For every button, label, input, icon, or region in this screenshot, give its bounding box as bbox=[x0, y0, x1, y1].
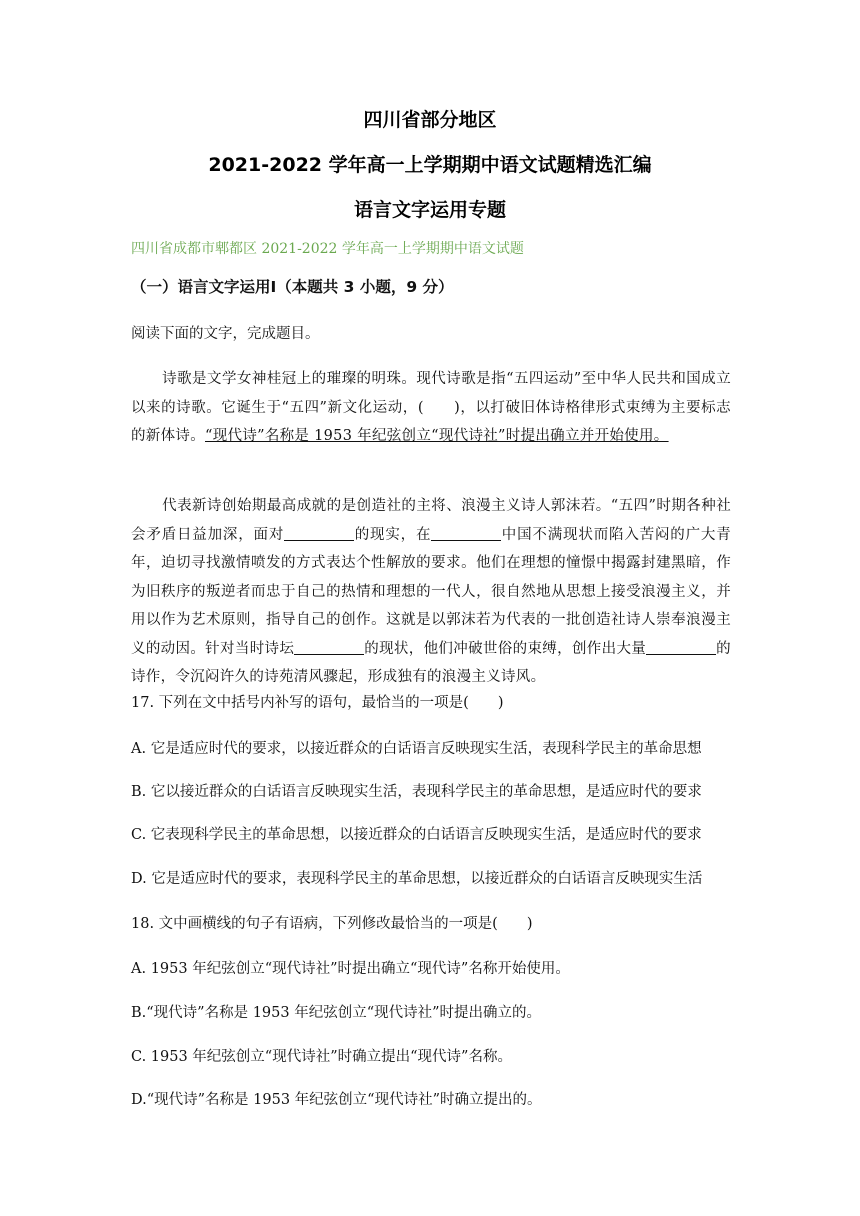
question-17-option-c: C. 它表现科学民主的革命思想，以接近群众的白话语言反映现实生活，是适应时代的要求 bbox=[131, 827, 702, 843]
fill-blank-2 bbox=[431, 526, 501, 541]
passage-text: 代表新诗创始期最高成就的是创造社的主将、浪漫主义诗人郭沫若。“五四”时期各种社会矛盾日益加深，面对 bbox=[131, 498, 731, 543]
title-topic: 语言文字运用专题 bbox=[353, 199, 506, 221]
fill-blank-1 bbox=[284, 526, 354, 541]
passage-text: 的现状，他们冲破世俗的束缚，创作出大量 bbox=[364, 640, 647, 657]
underlined-sentence: “现代诗”名称是 1953 年纪弦创立“现代诗社”时提出确立并开始使用。 bbox=[205, 428, 669, 444]
title-exam: 2021-2022 学年高一上学期期中语文试题精选汇编 bbox=[208, 154, 652, 176]
question-18-stem: 18. 文中画横线的句子有语病，下列修改最恰当的一项是( ) bbox=[131, 916, 533, 932]
source-line: 四川省成都市郫都区 2021-2022 学年高一上学期期中语文试题 bbox=[131, 241, 524, 257]
fill-blank-4 bbox=[646, 640, 716, 655]
question-18-option-b: B.“现代诗”名称是 1953 年纪弦创立“现代诗社”时提出确立的。 bbox=[131, 1005, 542, 1021]
question-18-option-a: A. 1953 年纪弦创立“现代诗社”时提出确立“现代诗”名称开始使用。 bbox=[131, 961, 570, 977]
question-18-option-d: D.“现代诗”名称是 1953 年纪弦创立“现代诗社”时确立提出的。 bbox=[131, 1092, 542, 1108]
question-17-option-b: B. 它以接近群众的白话语言反映现实生活，表现科学民主的革命思想，是适应时代的要求 bbox=[131, 784, 702, 800]
passage-text: 的现实，在 bbox=[354, 526, 432, 543]
title-region: 四川省部分地区 bbox=[363, 109, 497, 131]
question-17-option-d: D. 它是适应时代的要求，表现科学民主的革命思想，以接近群众的白话语言反映现实生活 bbox=[131, 871, 703, 887]
question-17-option-a: A. 它是适应时代的要求，以接近群众的白话语言反映现实生活，表现科学民主的革命思想 bbox=[131, 741, 702, 757]
passage-text: 诗歌是文学女神桂冠上的璀璨的明珠。现代诗歌是指“五四运动”至中华人民共和国成立以来的诗歌。它诞生于“五四”新文化运动，( )，以打破旧体诗格律形式束缚为主要标志的新体诗。 bbox=[131, 371, 731, 444]
fill-blank-3 bbox=[294, 640, 364, 655]
instruction: 阅读下面的文字，完成题目。 bbox=[131, 326, 320, 342]
question-18-option-c: C. 1953 年纪弦创立“现代诗社”时确立提出“现代诗”名称。 bbox=[131, 1049, 512, 1065]
passage-paragraph-1 bbox=[131, 365, 731, 451]
passage-text: 中国不满现状而陷入苦闷的广大青年，迫切寻找激情喷发的方式表达个性解放的要求。他们在理想的憧憬中揭露封建黑暗，作为旧秩序的叛逆者而忠于自己的热情和理想的一代人，很自然地从思想上接受浪漫主义，并用以作为艺术原则，指导自己的创作。这就是以郭沫若为代表的一批创造社诗人崇奉浪漫主义的动因。针对当时诗坛 bbox=[131, 526, 732, 657]
section-heading: （一）语言文字运用Ⅰ（本题共 3 小题，9 分） bbox=[131, 278, 454, 296]
passage-paragraph-2 bbox=[131, 492, 731, 692]
passage-text: 的诗作，令沉闷许久的诗苑清风骤起，形成独有的浪漫主义诗风。 bbox=[131, 640, 731, 685]
question-17-stem: 17. 下列在文中括号内补写的语句，最恰当的一项是( ) bbox=[131, 695, 504, 711]
